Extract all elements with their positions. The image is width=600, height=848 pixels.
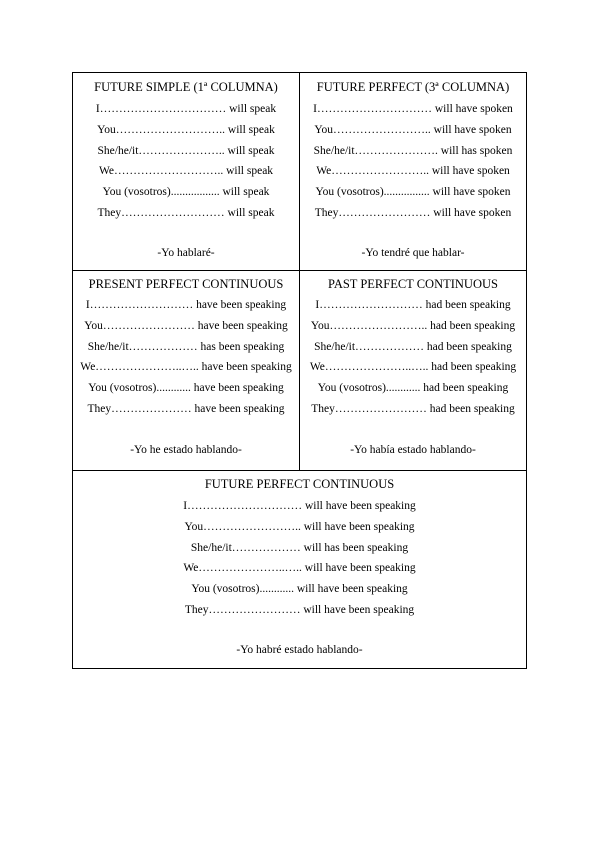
conjugation-row: You……………………….. will speak [97,123,275,136]
future-perfect-cell [300,73,526,271]
conjugation-row: I……………………… have been speaking [85,299,287,311]
conjugation-row: We……………………….. will speak [98,165,274,178]
conjugation-row: You (vosotros)................ will have spoken [315,186,511,199]
future-perfect-continuous-cell [73,471,526,668]
conjugation-row: You (vosotros)............ will have been speaking [191,583,408,596]
tense-title: PRESENT PERFECT CONTINUOUS [88,277,284,291]
spanish-translation: -Yo había estado hablando- [350,444,476,456]
tense-title: PAST PERFECT CONTINUOUS [328,277,498,291]
tense-title: FUTURE PERFECT CONTINUOUS [204,477,395,491]
conjugation-row: You…………………….. will have spoken [314,123,512,136]
conjugation-row: We…………………..….. will have been speaking [183,562,416,575]
tense-title: FUTURE PERFECT (3ª COLUMNA) [316,80,510,94]
future-simple-cell [73,73,300,271]
present-perfect-continuous-cell [73,271,300,471]
spanish-translation: -Yo habré estado hablando- [236,644,363,656]
spanish-translation: -Yo he estado hablando- [130,444,242,456]
conjugation-row: She/he/it………………….. will speak [97,144,275,157]
conjugation-row: I…………………………… will speak [95,103,277,115]
tense-title: FUTURE SIMPLE (1ª COLUMNA) [94,80,278,94]
conjugation-row: We…………………..….. had been speaking [309,361,517,374]
conjugation-row: We…………………..….. have been speaking [80,361,292,374]
conjugation-row: You…………………….. had been speaking [310,319,516,332]
conjugation-row: I………………………… will have spoken [313,103,513,115]
conjugation-row: They…………………… had been speaking [311,402,515,415]
conjugation-row: We…………………….. will have spoken [316,165,510,178]
conjugation-row: She/he/it…………………. will has spoken [313,144,513,157]
conjugation-row: You…………………….. will have been speaking [184,520,415,533]
conjugation-row: They…………………… will have been speaking [184,603,415,616]
past-perfect-continuous-cell [300,271,526,471]
conjugation-row: You (vosotros)................. will speak [102,186,270,199]
conjugation-row: She/he/it……………… had been speaking [314,340,512,353]
conjugation-row: She/he/it……………… has been speaking [87,340,285,353]
conjugation-row: You (vosotros)............ had been speaking [317,382,509,395]
conjugation-list [73,295,299,420]
conjugation-list [73,496,526,621]
conjugation-row: She/he/it……………… will has been speaking [190,541,409,554]
conjugation-list [300,295,526,420]
spanish-translation: -Yo hablaré- [157,247,215,259]
conjugation-row: I………………………… will have been speaking [183,500,416,512]
conjugation-list [73,99,299,224]
spanish-translation: -Yo tendré que hablar- [361,247,465,259]
conjugation-row: They……………………… will speak [97,206,275,219]
conjugation-row: They…………………… will have spoken [314,206,512,219]
conjugation-row: I……………………… had been speaking [315,299,511,311]
conjugation-row: They………………… have been speaking [87,402,285,415]
tenses-table [72,72,527,669]
conjugation-row: You…………………… have been speaking [84,319,288,332]
conjugation-row: You (vosotros)............ have been speaking [88,382,284,395]
conjugation-list [300,99,526,224]
